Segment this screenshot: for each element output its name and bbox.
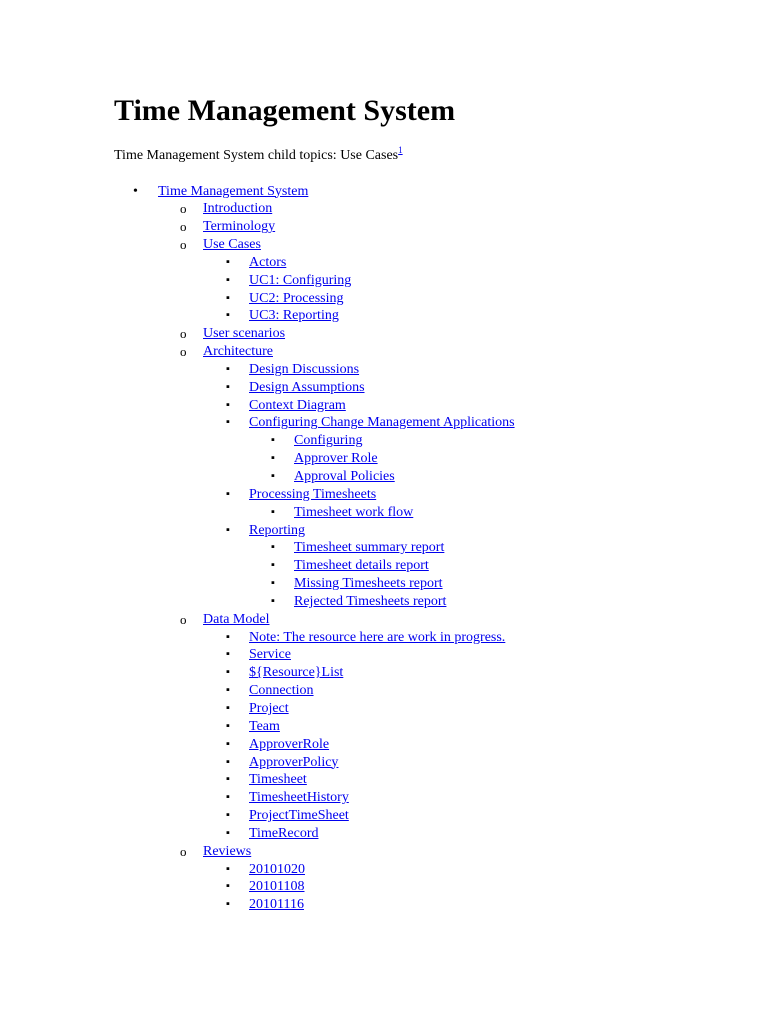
toc-item — [114, 682, 515, 700]
list-bullet: ▪ — [226, 898, 230, 911]
list-bullet: o — [180, 344, 187, 360]
toc-item — [114, 343, 515, 361]
toc-item — [114, 896, 515, 914]
toc-link[interactable]: Terminology — [203, 219, 276, 235]
list-bullet: ▪ — [226, 362, 230, 375]
list-bullet: ▪ — [226, 630, 230, 643]
toc-item — [114, 522, 515, 540]
intro-paragraph — [114, 146, 403, 166]
toc-item — [114, 397, 515, 415]
toc-link[interactable]: Architecture — [203, 344, 273, 360]
toc-item — [114, 754, 515, 772]
toc-item — [114, 736, 515, 754]
list-bullet: ▪ — [226, 773, 230, 786]
list-bullet: ▪ — [226, 273, 230, 286]
list-bullet: ▪ — [226, 737, 230, 750]
toc-item — [114, 861, 515, 879]
list-bullet: ▪ — [226, 648, 230, 661]
toc-link[interactable]: Timesheet — [249, 772, 307, 788]
toc-link[interactable]: Design Discussions — [249, 361, 360, 377]
list-bullet: ▪ — [226, 487, 230, 500]
list-bullet: • — [133, 183, 138, 199]
toc-item — [114, 254, 515, 272]
toc-link[interactable]: 20101116 — [249, 897, 304, 913]
toc-item — [114, 468, 515, 486]
list-bullet: ▪ — [226, 719, 230, 732]
list-bullet: o — [180, 201, 187, 217]
list-bullet: o — [180, 219, 187, 235]
toc-link[interactable]: ${Resource}List — [249, 665, 344, 681]
toc-link[interactable]: Reviews — [203, 843, 252, 859]
toc-item — [114, 825, 515, 843]
toc-item — [114, 843, 515, 861]
toc-link[interactable]: Configuring — [294, 433, 363, 449]
toc-item — [114, 183, 515, 201]
toc-item — [114, 504, 515, 522]
toc-item — [114, 718, 515, 736]
toc-link[interactable]: Missing Timesheets report — [294, 576, 443, 592]
list-bullet: ▪ — [226, 666, 230, 679]
toc-link[interactable]: TimesheetHistory — [249, 790, 349, 806]
toc-item — [114, 325, 515, 343]
list-bullet: o — [180, 843, 187, 859]
list-bullet: ▪ — [226, 255, 230, 268]
toc-item — [114, 700, 515, 718]
toc-link[interactable]: UC1: Configuring — [249, 272, 352, 288]
list-bullet: o — [180, 326, 187, 342]
toc-item — [114, 218, 515, 236]
toc-item — [114, 379, 515, 397]
toc-link[interactable]: ProjectTimeSheet — [249, 808, 349, 824]
list-bullet: ▪ — [226, 755, 230, 768]
toc-link[interactable]: Connection — [249, 683, 314, 699]
list-bullet: ▪ — [226, 523, 230, 536]
toc-link[interactable]: ApproverPolicy — [249, 754, 339, 770]
toc-item — [114, 789, 515, 807]
list-bullet: ▪ — [226, 701, 230, 714]
toc-link[interactable]: Actors — [249, 254, 287, 270]
footnote-marker — [398, 145, 403, 155]
toc-item — [114, 450, 515, 468]
list-bullet: ▪ — [226, 291, 230, 304]
toc-link[interactable]: Approval Policies — [294, 469, 395, 484]
toc-link[interactable]: ApproverRole — [249, 736, 330, 752]
list-bullet: ▪ — [271, 452, 275, 465]
toc-item — [114, 611, 515, 629]
toc-item — [114, 307, 515, 325]
toc-item — [114, 361, 515, 379]
toc-link[interactable]: Timesheet work flow — [294, 504, 414, 520]
toc-link[interactable]: Approver Role — [294, 451, 378, 467]
page-title: Time Management System — [114, 94, 456, 127]
toc-link[interactable]: User scenarios — [203, 326, 286, 342]
footnote-link[interactable]: 1 — [398, 145, 403, 155]
list-bullet: ▪ — [226, 809, 230, 822]
toc-link[interactable]: UC3: Reporting — [249, 308, 339, 324]
toc-link[interactable]: Introduction — [203, 201, 273, 217]
toc-link[interactable]: Timesheet summary report — [294, 540, 445, 556]
toc-item — [114, 290, 515, 308]
list-bullet: ▪ — [271, 434, 275, 447]
list-bullet: ▪ — [226, 684, 230, 697]
toc-item — [114, 557, 515, 575]
toc-link[interactable]: Rejected Timesheets report — [294, 593, 447, 609]
table-of-contents — [114, 183, 515, 915]
toc-link[interactable]: Reporting — [249, 522, 305, 538]
intro-text: Time Management System child topics: Use Cases — [114, 148, 399, 163]
toc-item — [114, 200, 515, 218]
toc-link[interactable]: Configuring Change Management Applications — [249, 415, 515, 431]
toc-link[interactable]: 20101108 — [249, 879, 305, 895]
toc-link[interactable]: Project — [249, 700, 289, 716]
toc-link[interactable]: Service — [249, 647, 291, 663]
toc-item — [114, 807, 515, 825]
list-bullet: ▪ — [226, 398, 230, 411]
toc-item — [114, 664, 515, 682]
toc-link[interactable]: Note: The resource here are work in progress. — [249, 629, 506, 645]
list-bullet: ▪ — [226, 880, 230, 893]
list-bullet: ▪ — [271, 541, 275, 554]
toc-item — [114, 539, 515, 557]
list-bullet: ▪ — [226, 309, 230, 322]
list-bullet: ▪ — [226, 826, 230, 839]
toc-item — [114, 486, 515, 504]
list-bullet: o — [180, 237, 187, 253]
list-bullet: o — [180, 611, 187, 627]
toc-item — [114, 432, 515, 450]
list-bullet: ▪ — [271, 594, 275, 607]
toc-link[interactable]: Team — [249, 718, 280, 734]
list-bullet: ▪ — [271, 577, 275, 590]
toc-item — [114, 414, 515, 432]
toc-link[interactable]: Processing Timesheets — [249, 486, 377, 502]
toc-item — [114, 646, 515, 664]
toc-item — [114, 236, 515, 254]
toc-link[interactable]: Data Model — [203, 611, 270, 627]
list-bullet: ▪ — [226, 862, 230, 875]
list-bullet: ▪ — [271, 559, 275, 572]
toc-link[interactable]: UC2: Processing — [249, 290, 344, 306]
toc-item — [114, 593, 515, 611]
toc-link[interactable]: 20101020 — [249, 861, 305, 877]
toc-link[interactable]: TimeRecord — [249, 825, 319, 841]
toc-item — [114, 878, 515, 896]
list-bullet: ▪ — [271, 470, 275, 482]
toc-link[interactable]: Timesheet details report — [294, 558, 429, 574]
toc-link[interactable]: Use Cases — [203, 237, 261, 253]
toc-item — [114, 575, 515, 593]
toc-item — [114, 272, 515, 290]
toc-link[interactable]: Context Diagram — [249, 397, 346, 413]
toc-link[interactable]: Design Assumptions — [249, 379, 365, 395]
list-bullet: ▪ — [226, 380, 230, 393]
toc-link[interactable]: Time Management System — [158, 183, 309, 199]
list-bullet: ▪ — [271, 505, 275, 518]
list-bullet: ▪ — [226, 791, 230, 804]
toc-item — [114, 629, 515, 647]
toc-item — [114, 771, 515, 789]
list-bullet: ▪ — [226, 416, 230, 429]
